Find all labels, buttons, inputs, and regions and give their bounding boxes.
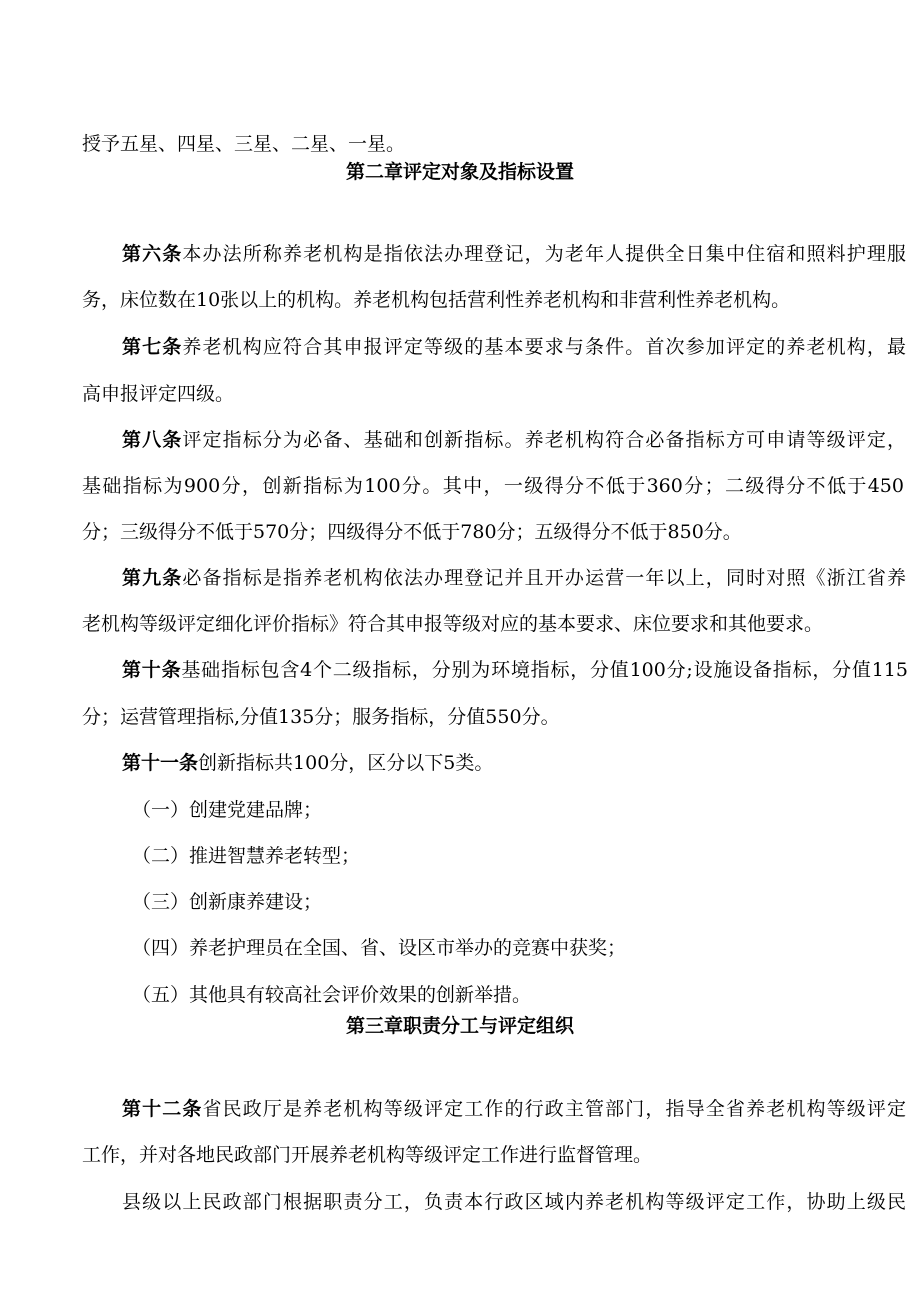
paragraph-last-line-1: 县级以上民政部门根据职责分工，负责本行政区域内养老机构等级评定工作，协助上级民	[122, 1191, 906, 1213]
article-9-line-2: 老机构等级评定细化评价指标》符合其申报等级对应的基本要求、床位要求和其他要求。	[82, 613, 824, 635]
article-10-label: 第十条	[122, 659, 182, 681]
article-8-line-3: 分；三级得分不低于570分；四级得分不低于780分；五级得分不低于850分。	[82, 521, 742, 543]
article-11-line-1: 第十一条创新指标共100分，区分以下5类。	[122, 752, 494, 774]
intro-line: 授予五星、四星、三星、二星、一星。	[82, 133, 406, 155]
article-11-label: 第十一条	[122, 752, 199, 774]
chapter-3-title: 第三章职责分工与评定组织	[345, 1015, 574, 1037]
article-10-line-1: 第十条基础指标包含4个二级指标，分别为环境指标，分值100分;设施设备指标，分值115	[122, 659, 908, 681]
article-11-item-3: （三）创新康养建设；	[132, 891, 323, 913]
article-7-line-1: 第七条养老机构应符合其申报评定等级的基本要求与条件。首次参加评定的养老机构，最	[122, 336, 906, 358]
article-12-label: 第十二条	[122, 1098, 203, 1120]
article-11-item-4: （四）养老护理员在全国、省、设区市举办的竞赛中获奖；	[132, 937, 627, 959]
article-9-line-1: 第九条必备指标是指养老机构依法办理登记并且开办运营一年以上，同时对照《浙江省养	[122, 567, 906, 589]
article-6-label: 第六条	[122, 243, 183, 265]
article-11-item-2: （二）推进智慧养老转型；	[132, 845, 361, 867]
article-11-item-5: （五）其他具有较高社会评价效果的创新举措。	[132, 984, 532, 1006]
article-8-line-2: 基础指标为900分，创新指标为100分。其中，一级得分不低于360分；二级得分不低于450	[82, 475, 904, 497]
article-12-line-2: 工作，并对各地民政部门开展养老机构等级评定工作进行监督管理。	[82, 1144, 653, 1166]
article-8-label: 第八条	[122, 429, 183, 451]
article-9-label: 第九条	[122, 567, 183, 589]
article-8-line-1: 第八条评定指标分为必备、基础和创新指标。养老机构符合必备指标方可申请等级评定，	[122, 429, 906, 451]
article-7-line-2: 高申报评定四级。	[82, 383, 235, 405]
article-6-line-2: 务，床位数在10张以上的机构。养老机构包括营利性养老机构和非营利性养老机构。	[82, 289, 791, 311]
chapter-2-title: 第二章评定对象及指标设置	[345, 161, 574, 183]
article-12-line-1: 第十二条省民政厅是养老机构等级评定工作的行政主管部门，指导全省养老机构等级评定	[122, 1098, 906, 1120]
article-6-line-1: 第六条本办法所称养老机构是指依法办理登记，为老年人提供全日集中住宿和照料护理服	[122, 243, 906, 265]
article-10-line-2: 分；运营管理指标,分值135分；服务指标，分值550分。	[82, 706, 560, 728]
article-11-item-1: （一）创建党建品牌；	[132, 799, 323, 821]
article-7-label: 第七条	[122, 336, 183, 358]
